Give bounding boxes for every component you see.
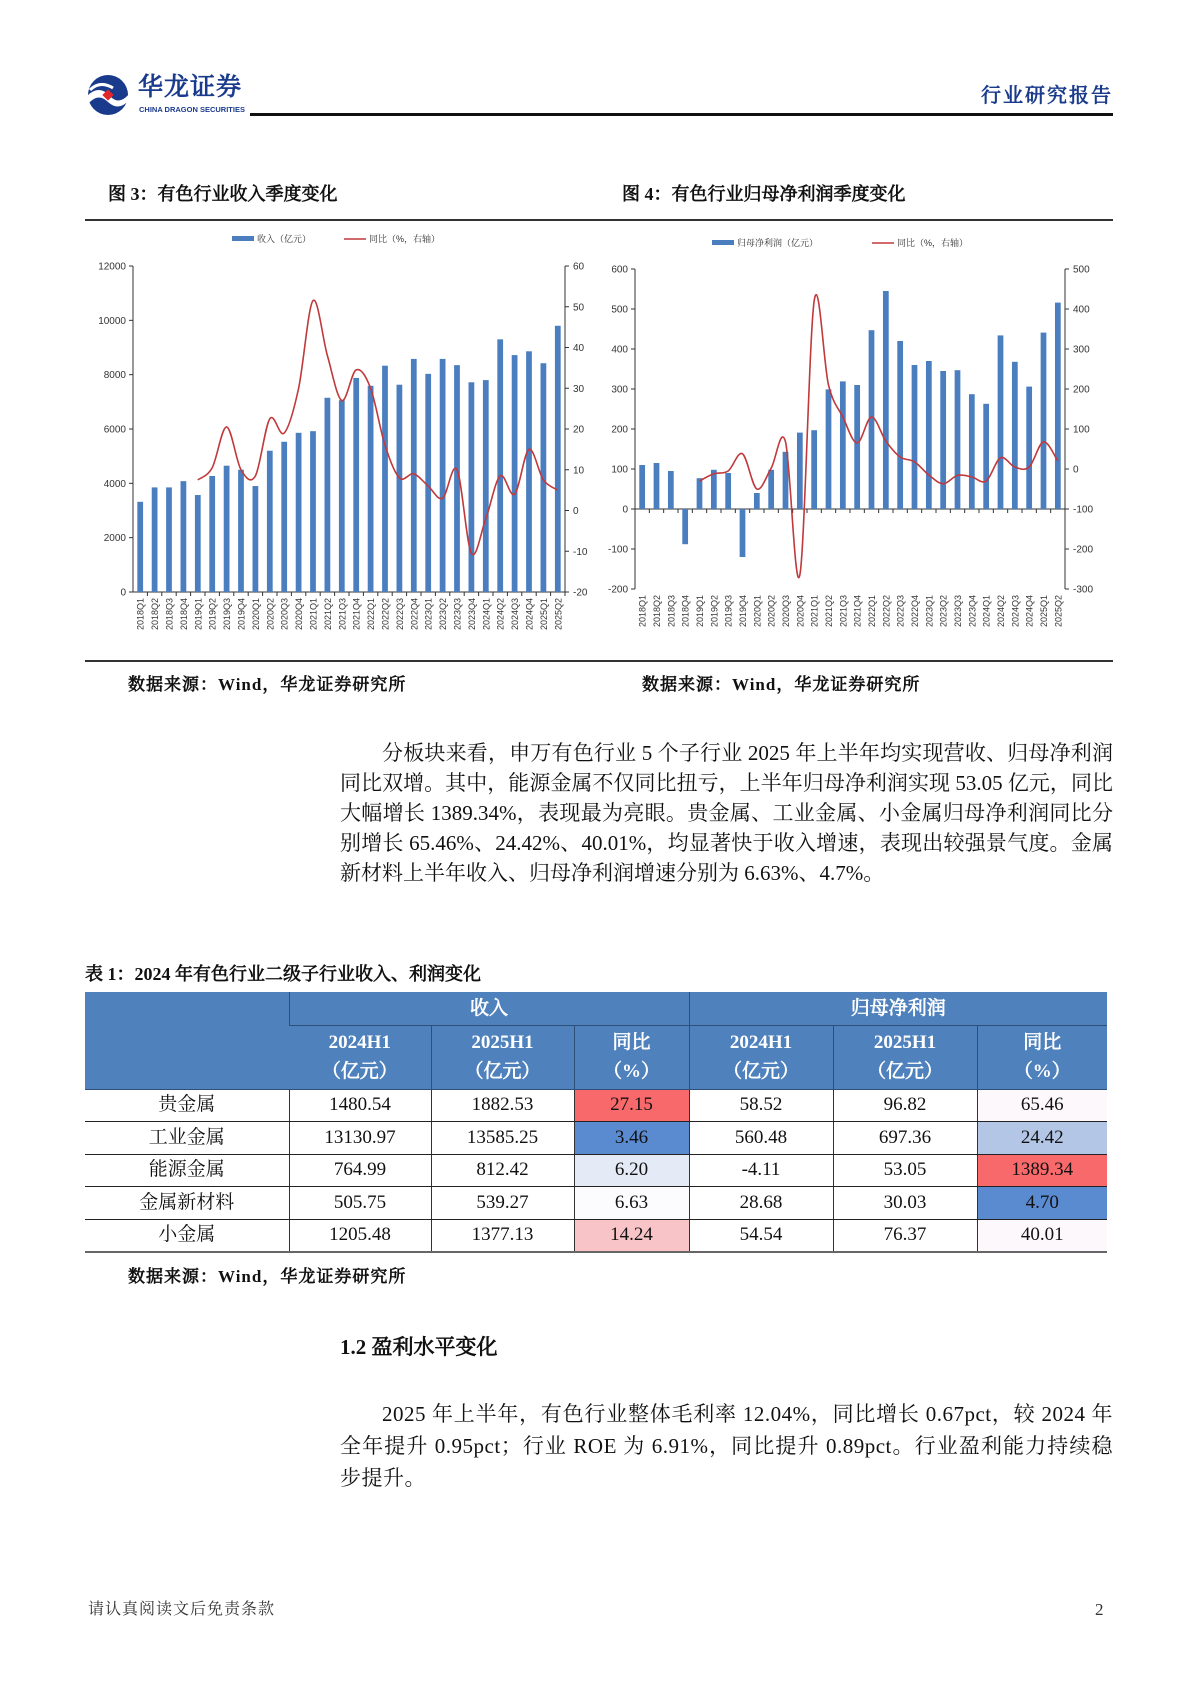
x-tick-label: 2024Q2: [495, 598, 506, 631]
table-cell: 13130.97: [289, 1122, 431, 1155]
x-tick-label: 2020Q3: [279, 598, 290, 631]
x-tick-label: 2021Q3: [337, 598, 348, 631]
logo-icon: [85, 74, 131, 116]
x-tick-label: 2022Q3: [394, 598, 405, 631]
y-tick-label: -200: [607, 584, 628, 596]
table-cell: 96.82: [833, 1089, 977, 1122]
x-tick-label: 2020Q3: [781, 595, 791, 628]
table-row: [85, 1122, 1107, 1155]
x-tick-label: 2023Q2: [438, 598, 449, 631]
bar: [826, 389, 832, 509]
table-cell: 1480.54: [289, 1089, 431, 1122]
table-cell: 27.15: [574, 1089, 689, 1122]
y2-tick-label: -10: [573, 546, 588, 558]
bar: [1012, 362, 1018, 509]
bar: [310, 431, 316, 592]
bar: [382, 366, 388, 592]
x-tick-label: 2023Q3: [953, 595, 963, 628]
x-tick-label: 2018Q2: [150, 598, 161, 631]
x-tick-label: 2019Q1: [193, 598, 204, 631]
x-tick-label: 2024Q2: [996, 595, 1006, 628]
x-tick-label: 2023Q4: [967, 595, 978, 628]
table-cell: 4.70: [977, 1187, 1107, 1220]
y-tick-label: 8000: [103, 370, 126, 382]
bar: [137, 502, 143, 592]
sub-header: [431, 1025, 574, 1089]
bar: [955, 370, 961, 509]
bar: [440, 359, 446, 592]
x-tick-label: 2022Q1: [867, 595, 877, 628]
legend-line-label: 同比（%，右轴）: [897, 238, 969, 248]
row-label: 能源金属: [85, 1154, 289, 1187]
bar: [998, 335, 1004, 509]
bar: [512, 355, 518, 592]
x-tick-label: 2019Q2: [709, 595, 720, 628]
revenue-chart: [85, 220, 595, 640]
bar: [555, 326, 561, 592]
figure3-source: 数据来源：Wind，华龙证券研究所: [128, 675, 407, 694]
x-tick-label: 2022Q2: [881, 595, 892, 628]
table-cell: 30.03: [833, 1187, 977, 1220]
x-tick-label: 2018Q4: [178, 598, 189, 631]
legend-bar-swatch: [232, 236, 254, 241]
figure4-title: 图 4：有色行业归母净利润季度变化: [622, 184, 906, 204]
bar: [224, 466, 230, 592]
bar: [166, 487, 172, 592]
legend-bar-label: 收入（亿元）: [257, 234, 312, 244]
y-tick-label: 100: [611, 464, 628, 476]
sub-header-line: （%）: [602, 1061, 660, 1082]
bar: [912, 365, 918, 509]
bar: [668, 471, 674, 509]
logo-subtext: CHINA DRAGON SECURITIES: [139, 105, 245, 114]
table-source: 数据来源：Wind，华龙证券研究所: [128, 1267, 407, 1286]
bar: [682, 509, 688, 544]
bar: [711, 470, 717, 509]
bar: [209, 476, 215, 592]
y2-tick-label: 0: [573, 506, 579, 517]
y-tick-label: 12000: [98, 261, 126, 273]
sub-header: [833, 1025, 977, 1089]
sub-header: [977, 1025, 1107, 1089]
x-tick-label: 2021Q4: [351, 598, 362, 631]
table-row: [85, 1187, 1107, 1220]
y2-tick-label: -300: [1073, 584, 1094, 596]
bar: [1026, 387, 1032, 509]
sub-header: [689, 1025, 833, 1089]
sub-header-line: 同比: [612, 1032, 651, 1053]
x-tick-label: 2019Q1: [695, 595, 705, 628]
x-tick-label: 2022Q4: [409, 598, 420, 631]
y2-tick-label: 30: [573, 383, 585, 395]
table-row: [85, 1219, 1107, 1252]
table-cell: 14.24: [574, 1219, 689, 1252]
legend-line-label: 同比（%，右轴）: [369, 234, 441, 244]
sub-header-line: 2025H1: [873, 1032, 937, 1053]
bar: [725, 473, 731, 509]
bar: [425, 374, 431, 592]
table-cell: 28.68: [689, 1187, 833, 1220]
y-tick-label: 10000: [98, 315, 126, 327]
table-row: [85, 1089, 1107, 1122]
sub-header-line: （亿元）: [464, 1061, 541, 1082]
y-tick-label: 600: [611, 264, 628, 276]
x-tick-label: 2024Q4: [524, 598, 535, 631]
x-tick-label: 2024Q1: [481, 598, 492, 631]
net-profit-chart: [600, 220, 1110, 640]
sub-header: [574, 1025, 689, 1089]
x-tick-label: 2020Q1: [752, 595, 763, 628]
y2-tick-label: 50: [573, 302, 585, 314]
x-tick-label: 2025Q1: [538, 598, 549, 631]
table-cell: 53.05: [833, 1154, 977, 1187]
bar: [1041, 333, 1047, 509]
x-tick-label: 2018Q2: [652, 595, 662, 628]
row-label: 小金属: [85, 1219, 289, 1252]
table-cell: 54.54: [689, 1219, 833, 1252]
bar: [339, 400, 345, 592]
y2-tick-label: -20: [573, 587, 588, 599]
row-label: 贵金属: [85, 1089, 289, 1122]
table-row: [85, 1154, 1107, 1187]
bar: [969, 394, 975, 509]
x-tick-label: 2021Q2: [322, 598, 333, 631]
sub-header-line: （亿元）: [722, 1061, 799, 1082]
x-tick-label: 2021Q3: [838, 595, 849, 628]
y2-tick-label: 10: [573, 465, 585, 477]
bar: [883, 291, 889, 509]
legend-bar-swatch: [712, 240, 734, 245]
x-tick-label: 2020Q1: [250, 598, 261, 631]
x-tick-label: 2023Q3: [452, 598, 463, 631]
sub-header-line: 2024H1: [328, 1032, 391, 1053]
x-tick-label: 2020Q4: [795, 595, 806, 628]
bar: [296, 433, 302, 592]
section-heading: 1.2 盈利水平变化: [340, 1335, 498, 1359]
table-cell: 812.42: [431, 1154, 574, 1187]
x-tick-label: 2019Q4: [738, 595, 748, 628]
bar: [181, 481, 187, 592]
sub-header-line: （亿元）: [866, 1061, 943, 1082]
bar: [353, 378, 359, 592]
table-cell: 65.46: [977, 1089, 1107, 1122]
bar: [526, 351, 532, 592]
bar: [697, 478, 703, 509]
corner-header: [85, 992, 289, 1089]
x-tick-label: 2018Q3: [666, 595, 677, 628]
x-tick-label: 2018Q3: [164, 598, 175, 631]
row-label: 工业金属: [85, 1122, 289, 1155]
bar: [397, 385, 403, 592]
x-tick-label: 2023Q1: [423, 598, 434, 631]
y-tick-label: 400: [611, 344, 628, 356]
table-cell: 76.37: [833, 1219, 977, 1252]
x-tick-label: 2023Q4: [466, 598, 477, 631]
header-rule: [250, 113, 1113, 116]
y2-tick-label: 300: [1073, 344, 1090, 356]
sub-header: [289, 1025, 431, 1089]
sub-header-line: 同比: [1023, 1032, 1062, 1053]
x-tick-label: 2021Q2: [824, 595, 834, 628]
x-tick-label: 2023Q1: [924, 595, 935, 628]
table-cell: 505.75: [289, 1187, 431, 1220]
bar: [639, 465, 645, 509]
figure3-title: 图 3：有色行业收入季度变化: [108, 184, 338, 204]
y-tick-label: 6000: [103, 424, 126, 436]
x-tick-label: 2022Q1: [366, 598, 377, 631]
x-tick-label: 2022Q2: [380, 598, 391, 631]
bar: [940, 371, 946, 509]
report-type: 行业研究报告: [981, 85, 1113, 107]
bar: [754, 493, 760, 509]
y-tick-label: 200: [611, 424, 628, 436]
bar: [926, 361, 932, 509]
table-cell: 58.52: [689, 1089, 833, 1122]
row-label: 金属新材料: [85, 1187, 289, 1220]
footer-disclaimer: 请认真阅读文后免责条款: [88, 1601, 276, 1618]
bar: [238, 470, 244, 592]
x-tick-label: 2020Q4: [294, 598, 305, 631]
y2-tick-label: -200: [1073, 544, 1094, 556]
bar: [840, 381, 846, 509]
y2-tick-label: -100: [1073, 504, 1094, 516]
x-tick-label: 2018Q4: [680, 595, 691, 628]
table-cell: 40.01: [977, 1219, 1107, 1252]
logo-text: 华龙证券: [138, 72, 243, 101]
bar: [497, 339, 503, 592]
bar: [740, 509, 746, 557]
bar: [469, 382, 475, 592]
bar: [253, 486, 259, 592]
sub-header-line: 2024H1: [729, 1032, 793, 1053]
figure-bottom-rule: [85, 660, 1113, 662]
bar: [1055, 303, 1061, 509]
bar: [854, 385, 860, 509]
bar: [281, 442, 287, 592]
x-tick-label: 2021Q1: [308, 598, 319, 631]
table-cell: 697.36: [833, 1122, 977, 1155]
table-cell: 13585.25: [431, 1122, 574, 1155]
bar: [768, 470, 774, 509]
x-tick-label: 2019Q3: [222, 598, 233, 631]
bar: [811, 430, 817, 509]
y-tick-label: -100: [607, 544, 628, 556]
table-cell: 539.27: [431, 1187, 574, 1220]
bar: [897, 341, 903, 509]
y2-tick-label: 60: [573, 261, 585, 273]
x-tick-label: 2025Q2: [1053, 595, 1064, 628]
y2-tick-label: 400: [1073, 304, 1090, 316]
x-tick-label: 2024Q3: [510, 598, 521, 631]
x-tick-label: 2024Q1: [981, 595, 992, 628]
group-header-net-profit: 归母净利润: [689, 992, 1107, 1025]
y-tick-label: 4000: [103, 478, 126, 490]
table-cell: 1377.13: [431, 1219, 574, 1252]
table-cell: 24.42: [977, 1122, 1107, 1155]
y-tick-label: 2000: [103, 533, 126, 545]
x-tick-label: 2024Q4: [1024, 595, 1035, 628]
figure4-source: 数据来源：Wind，华龙证券研究所: [642, 675, 921, 694]
table-cell: -4.11: [689, 1154, 833, 1187]
y-tick-label: 0: [120, 587, 126, 599]
bar: [152, 487, 158, 592]
bar: [195, 495, 201, 592]
sub-header-line: 2025H1: [471, 1032, 534, 1053]
y2-tick-label: 500: [1073, 264, 1090, 276]
x-tick-label: 2025Q1: [1039, 595, 1049, 628]
table-cell: 1205.48: [289, 1219, 431, 1252]
table-cell: 6.20: [574, 1154, 689, 1187]
bar: [267, 451, 273, 592]
x-tick-label: 2021Q4: [852, 595, 863, 628]
x-tick-label: 2018Q1: [135, 598, 146, 631]
bar: [325, 398, 331, 592]
y-tick-label: 300: [611, 384, 628, 396]
x-tick-label: 2025Q2: [553, 598, 564, 631]
x-tick-label: 2020Q2: [265, 598, 276, 631]
y2-tick-label: 200: [1073, 384, 1090, 396]
bar: [483, 380, 489, 592]
body-paragraph: 分板块来看，申万有色行业 5 个子行业 2025 年上半年均实现营收、归母净利润同比双增。其中，能源金属不仅同比扭亏，上半年归母净利润实现 53.05 亿元，同比大幅增长 1389.34%，表现最为亮眼。贵金属、工业金属、小金属归母净利润同比分别增长 65.46%、24.42%、40.01%，均显著快于收入增速，表现出较强景气度。金属新材料上半年收入、归母净利润增速分别为 6.63%、4.7%。: [340, 741, 1113, 885]
y2-tick-label: 0: [1073, 464, 1079, 476]
page-number: 2: [1095, 1600, 1104, 1619]
x-tick-label: 2019Q2: [207, 598, 218, 631]
sub-header-line: （%）: [1013, 1061, 1071, 1082]
bar: [983, 404, 989, 509]
group-header-revenue: 收入: [289, 992, 689, 1025]
bar: [797, 433, 803, 509]
x-tick-label: 2018Q1: [637, 595, 648, 628]
subindustry-table: [85, 992, 1107, 1253]
table-title: 表 1：2024 年有色行业二级子行业收入、利润变化: [85, 964, 481, 984]
x-tick-label: 2022Q3: [895, 595, 906, 628]
section-paragraph: 2025 年上半年，有色行业整体毛利率 12.04%，同比增长 0.67pct，较 2024 年全年提升 0.95pct；行业 ROE 为 6.91%，同比提升 0.89pct。行业盈利能力持续稳步提升。: [340, 1402, 1113, 1490]
bar: [368, 386, 374, 592]
table-cell: 1882.53: [431, 1089, 574, 1122]
x-tick-label: 2020Q2: [766, 595, 777, 628]
y2-tick-label: 100: [1073, 424, 1090, 436]
x-tick-label: 2022Q4: [910, 595, 920, 628]
x-tick-label: 2019Q4: [236, 598, 247, 631]
x-tick-label: 2019Q3: [723, 595, 734, 628]
sub-header-line: （亿元）: [321, 1061, 398, 1082]
table-cell: 6.63: [574, 1187, 689, 1220]
x-tick-label: 2023Q2: [938, 595, 949, 628]
table-cell: 3.46: [574, 1122, 689, 1155]
x-tick-label: 2021Q1: [809, 595, 820, 628]
table-cell: 1389.34: [977, 1154, 1107, 1187]
bar: [654, 463, 660, 509]
y-tick-label: 500: [611, 304, 628, 316]
y2-tick-label: 40: [573, 343, 585, 354]
table-cell: 560.48: [689, 1122, 833, 1155]
yoy-line: [700, 295, 1058, 578]
table-cell: 764.99: [289, 1154, 431, 1187]
y2-tick-label: 20: [573, 424, 585, 436]
y-tick-label: 0: [622, 504, 628, 516]
x-tick-label: 2024Q3: [1010, 595, 1021, 628]
legend-bar-label: 归母净利润（亿元）: [737, 238, 819, 248]
yoy-line: [198, 300, 558, 555]
